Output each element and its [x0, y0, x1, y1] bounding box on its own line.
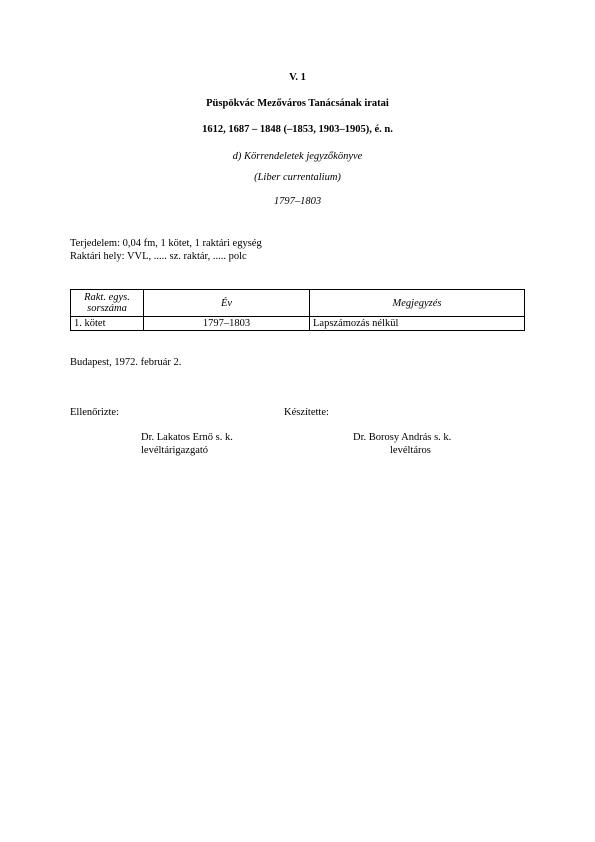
checked-label: Ellenőrizte: — [70, 407, 119, 418]
header-note: Megjegyzés — [310, 290, 525, 317]
header-unit-line1: Rakt. egys. — [84, 292, 130, 303]
cell-note: Lapszámozás nélkül — [310, 317, 525, 331]
header-year: Év — [144, 290, 310, 317]
prepared-label: Készítette: — [284, 407, 329, 418]
fond-code: V. 1 — [289, 72, 306, 83]
fond-dates: 1612, 1687 – 1848 (–1853, 1903–1905), é. n. — [202, 124, 393, 135]
place-date: Budapest, 1972. február 2. — [70, 357, 182, 368]
table-row — [71, 317, 525, 331]
extent-text: Terjedelem: 0,04 fm, 1 kötet, 1 raktári egység — [70, 238, 262, 249]
preparer-name: Dr. Borosy András s. k. — [353, 432, 452, 443]
fond-title: Püspökvác Mezőváros Tanácsának iratai — [206, 98, 389, 109]
cell-year: 1797–1803 — [144, 317, 310, 331]
preparer-title: levéltáros — [390, 445, 431, 456]
header-unit — [71, 290, 144, 317]
table-header-row — [71, 290, 525, 317]
storage-location: Raktári hely: VVL, ..... sz. raktár, ..... polc — [70, 251, 247, 262]
series-latin: (Liber currentalium) — [254, 172, 341, 183]
inventory-table — [70, 289, 525, 331]
checker-name: Dr. Lakatos Ernő s. k. — [141, 432, 233, 443]
series-dates: 1797–1803 — [273, 196, 322, 207]
checker-title: levéltárigazgató — [141, 445, 209, 456]
header-unit-line2: sorszáma — [87, 303, 127, 314]
cell-unit: 1. kötet — [71, 317, 144, 331]
series-title: d) Körrendeletek jegyzőkönyve — [232, 151, 363, 162]
